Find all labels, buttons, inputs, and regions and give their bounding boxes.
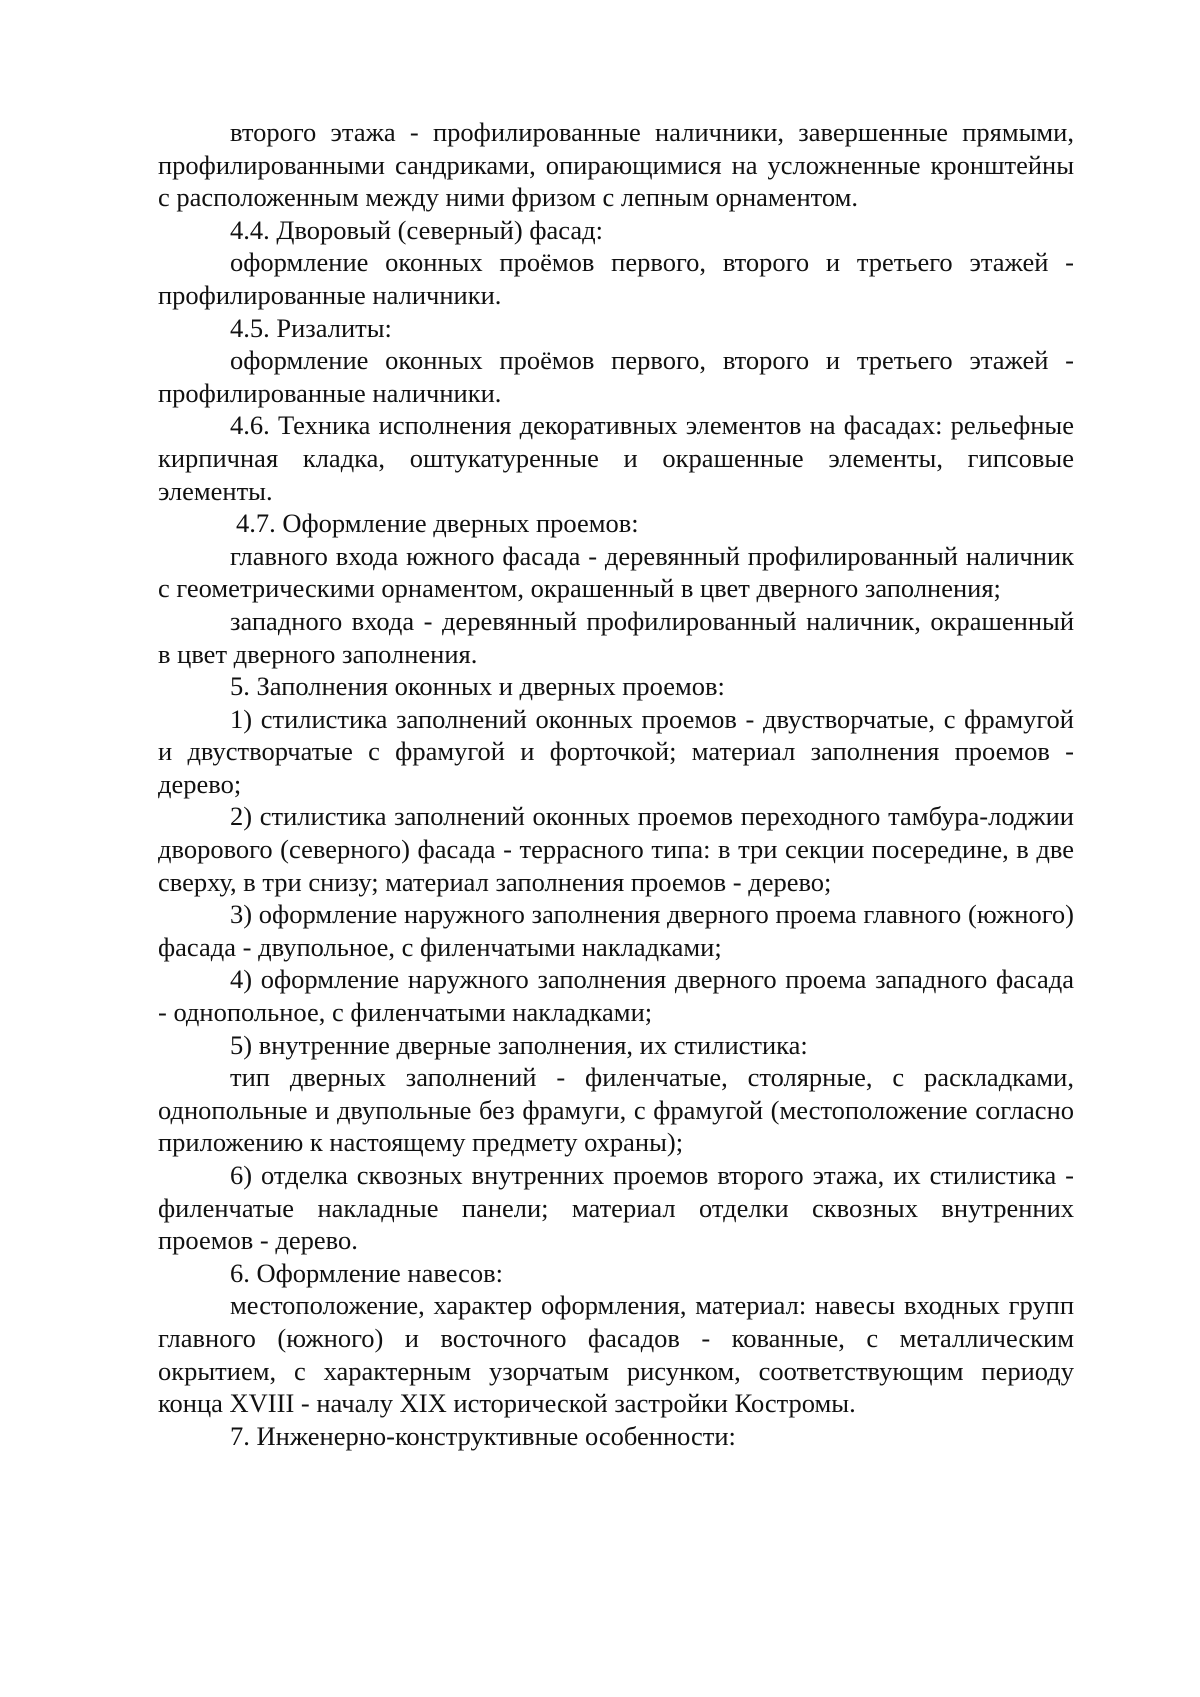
heading-7: 7. Инженерно-конструктивные особенности: bbox=[230, 1420, 736, 1451]
list-item-6: 6) отделка сквозных внутренних проемов второго этажа, их стилистика - филенчатые накладные панели; материал отделки сквозных внутренних проемов - дерево. bbox=[158, 1160, 1074, 1256]
paragraph-second-floor-windows: второго этажа - профилированные наличники, завершенные прямыми, профилированными сандриками, опирающимися на усложненные кронштейны с расположенным между ними фризом с лепным орнаментом. bbox=[158, 117, 1074, 213]
paragraph-4-6: 4.6. Техника исполнения декоративных элементов на фасадах: рельефные кирпичная кладка, оштукатуренные и окрашенные элементы, гипсовые элементы. bbox=[158, 410, 1074, 506]
paragraph-door-types: тип дверных заполнений - филенчатые, столярные, с раскладками, однопольные и двупольные без фрамуги, с фрамугой (местоположение согласно приложению к настоящему предмету охраны); bbox=[158, 1062, 1074, 1158]
heading-6: 6. Оформление навесов: bbox=[230, 1257, 504, 1288]
list-item-3: 3) оформление наружного заполнения дверного проема главного (южного) фасада - двупольное, с филенчатыми накладками; bbox=[158, 899, 1074, 962]
document-page bbox=[158, 116, 1074, 1452]
list-item-1: 1) стилистика заполнений оконных проемов - двустворчатые, с фрамугой и двустворчатые с фрамугой и форточкой; материал заполнения проемов - дерево; bbox=[158, 703, 1074, 799]
paragraph-main-entrance: главного входа южного фасада - деревянный профилированный наличник с геометрическими орнаментом, окрашенный в цвет дверного заполнения; bbox=[158, 540, 1074, 604]
list-item-2: 2) стилистика заполнений оконных проемов переходного тамбура-лоджии дворового (северного) фасада - террасного типа: в три секции посередине, в две сверху, в три снизу; материал заполнения проемов - дерево; bbox=[158, 801, 1074, 897]
list-item-5: 5) внутренние дверные заполнения, их стилистика: bbox=[230, 1029, 808, 1060]
paragraph-risalits: оформление оконных проёмов первого, второго и третьего этажей - профилированные наличники. bbox=[158, 345, 1074, 408]
list-item-4: 4) оформление наружного заполнения дверного проема западного фасада - однопольное, с филенчатыми накладками; bbox=[158, 964, 1074, 1028]
paragraph-courtyard-facade: оформление оконных проёмов первого, второго и третьего этажей - профилированные наличники. bbox=[158, 247, 1074, 310]
heading-4-7: 4.7. Оформление дверных проемов: bbox=[236, 508, 639, 539]
paragraph-west-entrance: западного входа - деревянный профилированный наличник, окрашенный в цвет дверного заполнения. bbox=[158, 605, 1074, 669]
heading-4-5: 4.5. Ризалиты: bbox=[230, 312, 392, 343]
heading-5: 5. Заполнения оконных и дверных проемов: bbox=[230, 671, 725, 702]
paragraph-canopies: местоположение, характер оформления, материал: навесы входных групп главного (южного) и восточного фасадов - кованные, с металлическим окрытием, с характерным узорчатым рисунком, соответствующим периоду конца XVIII - началу XIX исторической застройки Костромы. bbox=[158, 1290, 1074, 1419]
heading-4-4: 4.4. Дворовый (северный) фасад: bbox=[230, 214, 603, 245]
